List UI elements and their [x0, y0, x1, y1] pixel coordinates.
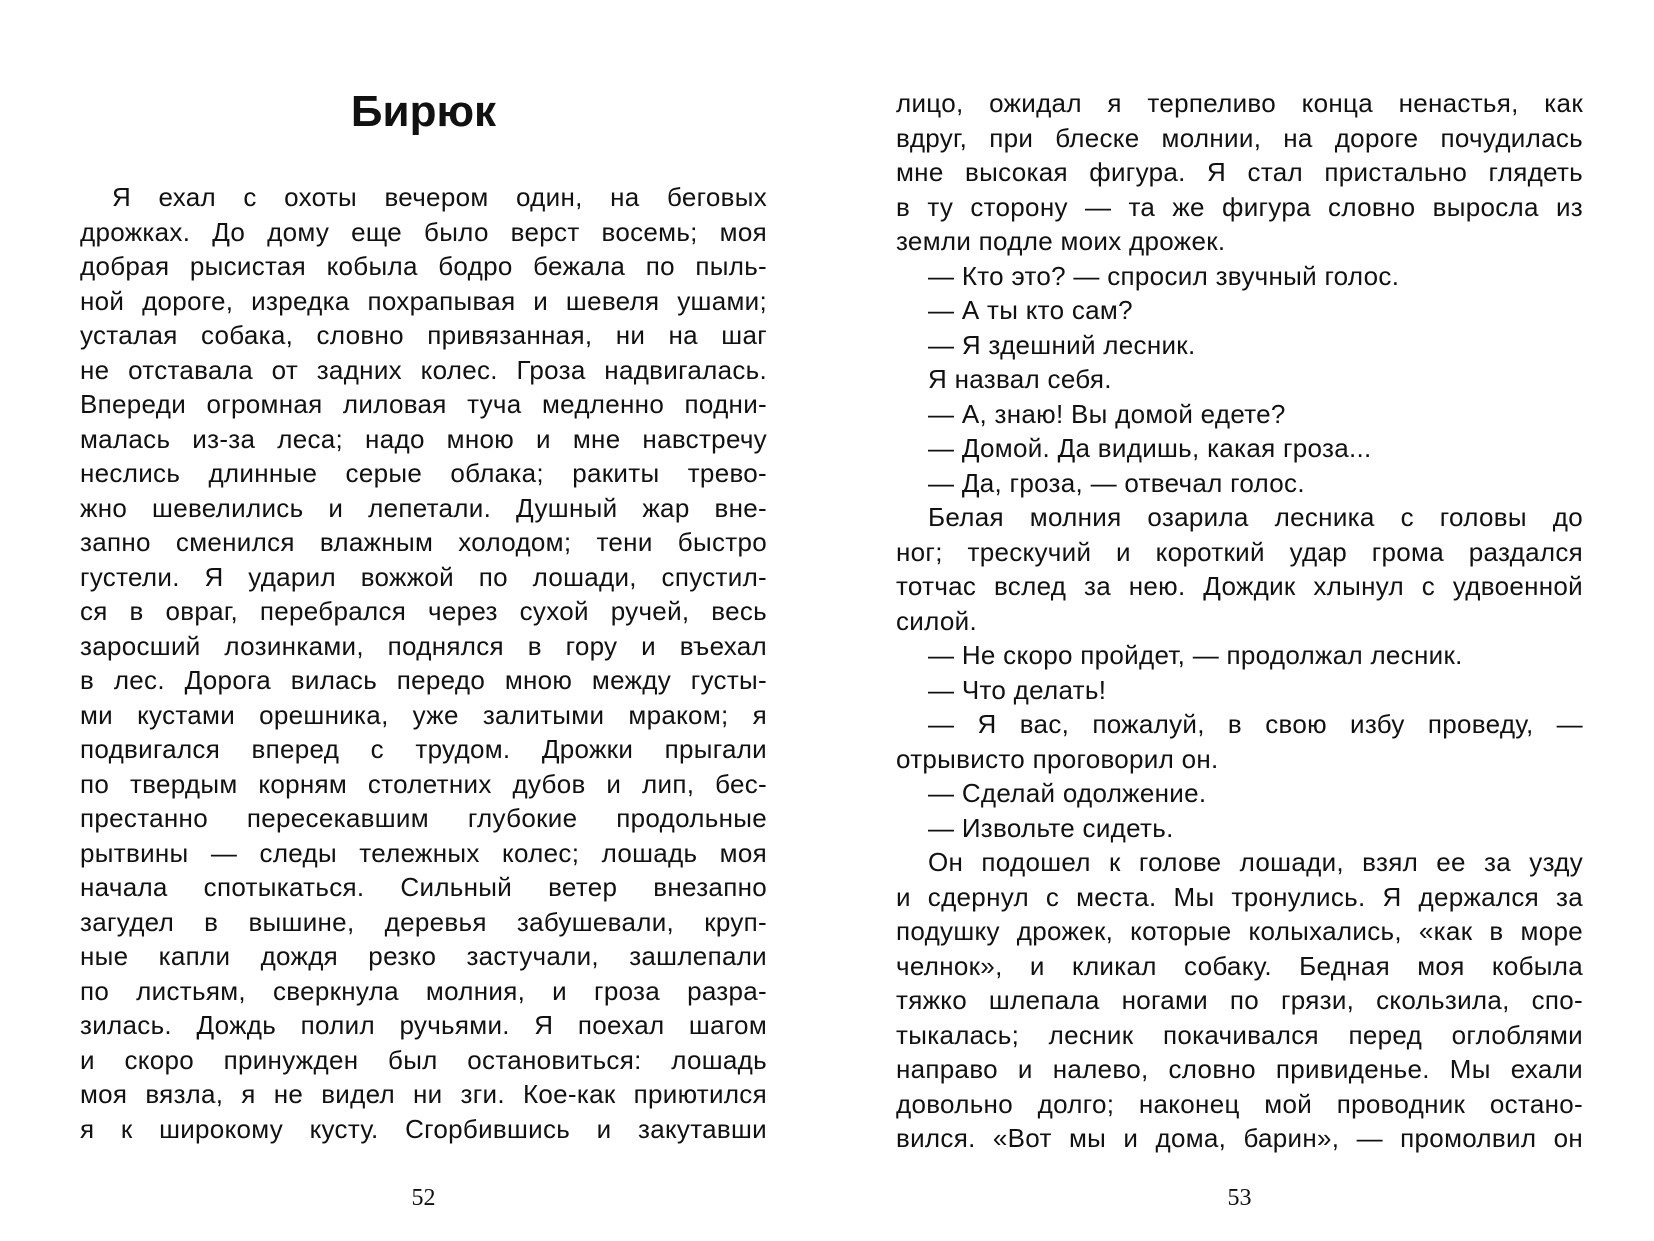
dialogue-line: — Кто это? — спросил звучный голос.: [928, 260, 1400, 291]
text-line: я к широкому кусту. Сгорбившись и закутавши: [80, 1113, 767, 1144]
page-number-right: 53: [1227, 1185, 1252, 1211]
page-number-left: 52: [411, 1185, 436, 1211]
right-page-text: [896, 86, 1583, 1156]
text-line: дрожках. До дому еще было верст восемь; моя: [80, 216, 767, 247]
right-page: [827, 0, 1654, 1241]
text-line: земли подле моих дрожек.: [896, 226, 1226, 256]
text-line: ные капли дождя резко застучали, зашлепали: [80, 941, 767, 971]
text-line: не отставала от задних колес. Гроза надвигалась.: [80, 354, 767, 385]
text-line: усталая собака, словно привязанная, ни на шаг: [80, 320, 767, 350]
text-line: тыкалась; лесник покачивался перед оглоблями: [896, 1019, 1583, 1050]
text-line: Я назвал себя.: [928, 364, 1112, 394]
text-line: рытвины — следы тележных колес; лошадь моя: [80, 837, 767, 868]
chapter-title: Бирюк: [350, 87, 497, 136]
text-line: тотчас вслед за нею. Дождик хлынул с удвоенной: [896, 571, 1583, 601]
text-line: жно шевелились и лепетали. Душный жар вне-: [80, 492, 767, 523]
text-line: ног; трескучий и короткий удар грома раздался: [896, 536, 1583, 567]
text-line: заросший лозинками, поднялся в гору и въехал: [80, 630, 767, 661]
text-line: по листьям, сверкнула молния, и гроза разра-: [80, 975, 767, 1006]
dialogue-line: — А ты кто сам?: [928, 295, 1133, 325]
dialogue-line: — Не скоро пройдет, — продолжал лесник.: [928, 640, 1463, 670]
text-line: моя вязла, я не видел ни зги. Кое-как приютился: [80, 1079, 767, 1109]
text-line: в лес. Дорога вилась передо мною между густы-: [80, 665, 767, 695]
text-line: мне высокая фигура. Я стал пристально глядеть: [896, 157, 1583, 187]
text-line: неслись длинные серые облака; ракиты трево-: [80, 458, 767, 488]
dialogue-line: — А, знаю! Вы домой едете?: [928, 398, 1286, 429]
text-line: загудел в вышине, деревья забушевали, круп-: [80, 906, 767, 937]
text-line: в ту сторону — та же фигура словно выросла из: [896, 191, 1583, 222]
dialogue-line: — Домой. Да видишь, какая гроза...: [928, 433, 1372, 463]
text-line: подушку дрожек, которые колыхались, «как в море: [896, 916, 1583, 946]
text-line: челнок», и кликал собаку. Бедная моя кобыла: [896, 950, 1583, 981]
dialogue-line: — Что делать!: [928, 674, 1107, 705]
text-line: и скоро принужден был остановиться: лошадь: [80, 1044, 767, 1075]
text-line: Белая молния озарила лесника с головы до: [928, 502, 1583, 532]
text-line: ся в овраг, перебрался через сухой ручей, весь: [80, 596, 767, 626]
text-line: малась из-за леса; надо мною и мне навстречу: [80, 423, 767, 454]
text-line: подвигался вперед с трудом. Дрожки прыгали: [80, 734, 767, 764]
text-line: зилась. Дождь полил ручьями. Я поехал шагом: [80, 1010, 767, 1040]
text-line: вился. «Вот мы и дома, барин», — промолвил он: [896, 1123, 1583, 1153]
dialogue-line: — Сделай одолжение.: [928, 778, 1207, 808]
text-line: Впереди огромная лиловая туча медленно подни-: [80, 389, 767, 419]
text-line: начала спотыкаться. Сильный ветер внезапно: [80, 872, 767, 902]
dialogue-line: — Извольте сидеть.: [928, 812, 1174, 843]
text-line: отрывисто проговорил он.: [896, 743, 1219, 774]
text-line: тяжко шлепала ногами по грязи, скользила, спо-: [896, 985, 1583, 1015]
text-line: Я ехал с охоты вечером один, на беговых: [112, 182, 767, 212]
text-line: запно сменился влажным холодом; тени быстро: [80, 527, 767, 557]
text-line: ной дороге, изредка похрапывая и шевеля ушами;: [80, 285, 767, 316]
left-page-text: [80, 180, 767, 1146]
text-line: направо и налево, словно привиденье. Мы ехали: [896, 1054, 1583, 1084]
text-line: ми кустами орешника, уже залитыми мраком; я: [80, 699, 767, 730]
dialogue-line: — Я здешний лесник.: [928, 329, 1196, 360]
text-line: вдруг, при блеске молнии, на дороге почудилась: [896, 122, 1583, 153]
dialogue-line: — Да, гроза, — отвечал голос.: [928, 467, 1305, 498]
dialogue-line: — Я вас, пожалуй, в свою избу проведу, —: [928, 709, 1583, 739]
text-line: лицо, ожидал я терпеливо конца ненастья, как: [896, 88, 1583, 118]
text-line: добрая рысистая кобыла бодро бежала по пыль-: [80, 251, 767, 281]
text-line: по твердым корням столетних дубов и лип, бес-: [80, 768, 767, 799]
text-line: густели. Я ударил вожжой по лошади, спустил-: [80, 561, 767, 592]
text-line: силой.: [896, 605, 977, 636]
text-line: и сдернул с места. Мы тронулись. Я держался за: [896, 881, 1583, 912]
text-line: Он подошел к голове лошади, взял ее за узду: [928, 847, 1583, 877]
text-line: престанно пересекавшим глубокие продольные: [80, 803, 767, 833]
text-line: довольно долго; наконец мой проводник остано-: [896, 1088, 1583, 1119]
